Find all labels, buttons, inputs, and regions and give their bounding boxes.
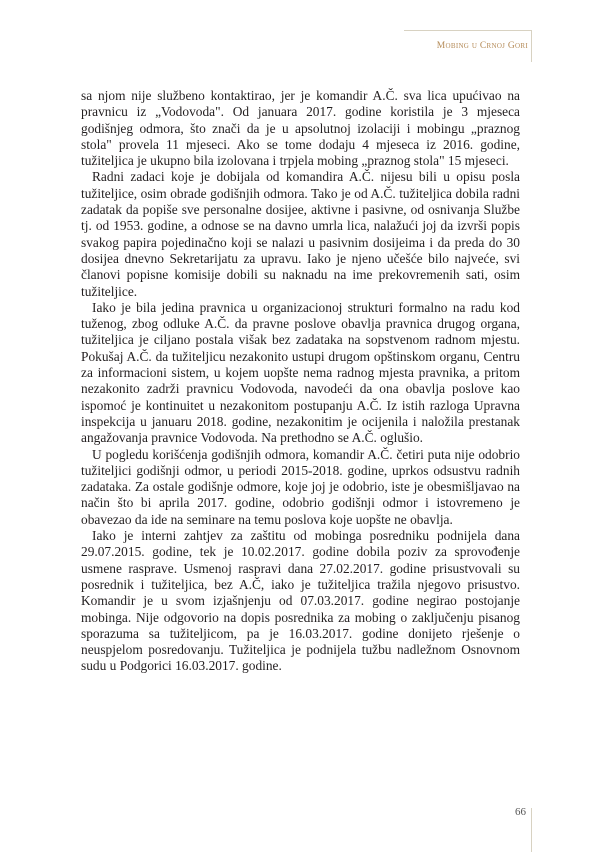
running-head: Mobing u Crnoj Gori [436, 41, 528, 51]
paragraph: Iako je interni zahtjev za zaštitu od mobinga posredniku podnijela dana 29.07.2015. godine, tek je 10.02.2017. godine dobila poziv za sprovođenje usmene rasprave. Usmenoj raspravi dana 27.02.2017. godine prisustvovali su posrednik i tužiteljica, bez A.Č, iako je tužiteljica tražila njegovo prisustvo. Komandir je u svom izjašnjenju od 07.03.2017. godine negirao postojanje mobinga. Nije odgovorio na dopis posrednika za mobing o zaključenju pisanog sporazuma sa tužiteljicom, pa je 16.03.2017. godine donijeto rješenje o neuspjelom posredovanju. Tužiteljica je podnijela tužbu nadležnom Osnovnom sudu u Podgorici 16.03.2017. godine. [81, 528, 520, 674]
page-number: 66 [515, 806, 526, 818]
header-rule-horizontal [404, 30, 531, 31]
paragraph: sa njom nije službeno kontaktirao, jer je komandir A.Č. sva lica upućivao na pravnicu iz „Vodovoda". Od januara 2017. godine koristila je 3 mjeseca godišnjeg odmora, što znači da je u apsolutnoj izolaciji i mobingu „praznog stola" provela 11 mjeseci. Ako se tome dodaju 4 mjeseca iz 2016. godine, tužiteljica je ukupno bila izolovana i trpjela mobing „praznog stola" 15 mjeseci. [81, 88, 520, 169]
paragraph: Iako je bila jedina pravnica u organizacionoj strukturi formalno na radu kod tuženog, zbog odluke A.Č. da pravne poslove obavlja pravnica drugog organa, tužiteljica je ciljano postala višak bez zadataka na sopstvenom radnom mjestu. Pokušaj A.Č. da tužiteljicu nezakonito ustupi drugom opštinskom organu, Centru za informacioni sistem, u kojem uopšte nema radnog mjesta pravnika, a pritom nezakonito zadrži pravnicu Vodovoda, navodeći da ona obavlja poslove kao ispomoć je kontinuitet u nezakonitom postupanju A.Č. Iz istih razloga Upravna inspekcija u januaru 2018. godine, nezakonitim je ocijenila i naložila prestanak angažovanja pravnice Vodovoda. Na prethodno se A.Č. oglušio. [81, 299, 520, 446]
header-rule-vertical [531, 30, 532, 62]
paragraph: U pogledu korišćenja godišnjih odmora, komandir A.Č. četiri puta nije odobrio tužiteljici godišnji odmor, u periodi 2015-2018. godine, uprkos odsustvu radnih zadataka. Za ostale godišnje odmore, koje joj je odobrio, iste je obesmišljavao na način što bi aprila 2017. godine, odobrio godišnji odmor i istovremeno je obavezao da ide na seminare na temu poslova koje uopšte ne obavlja. [81, 446, 520, 527]
paragraph: Radni zadaci koje je dobijala od komandira A.Č. nijesu bili u opisu posla tužiteljice, osim obrade godišnjih odmora. Tako je od A.Č. tužiteljica dobila radni zadatak da popiše sve personalne dosijee, aktivne i pasivne, od osnivanja Službe tj. od 1953. godine, a odnose se na davno umrla lica, nalažući joj da izvrši popis svakog papira pojedinačno koji se nalazi u pasivnim dosijeima i da preda do 30 dosijea dnevno Sekretarijatu za upravu. Iako je njeno učešće bilo najveće, svi članovi popisne komisije dobili su naknadu na ime prekovremenih sati, osim tužiteljice. [81, 169, 520, 299]
body-text [81, 88, 520, 675]
footer-rule-vertical [531, 808, 532, 852]
